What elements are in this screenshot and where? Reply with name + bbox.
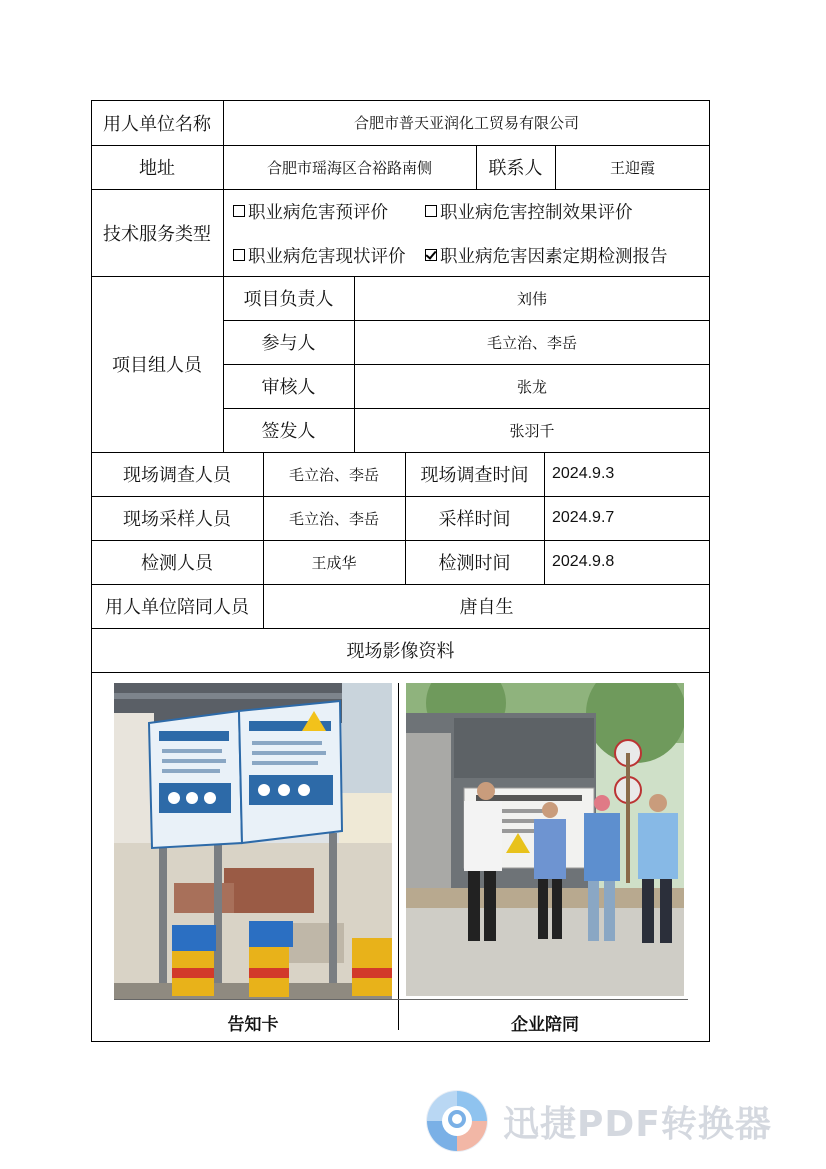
survey-time-value: 2024.9.3 [552, 465, 615, 482]
service-option-pre-evaluation[interactable]: 职业病危害预评价 [233, 199, 388, 223]
team-role: 参与人 [261, 333, 316, 354]
accompany-value: 唐自生 [459, 597, 514, 618]
service-option-status-evaluation[interactable]: 职业病危害现状评价 [233, 243, 406, 267]
service-option-control-effect[interactable]: 职业病危害控制效果评价 [425, 199, 633, 223]
company-accompany-photo [406, 683, 684, 996]
photo-caption-notice-card: 告知卡 [227, 1014, 279, 1035]
sampling-staff-value: 毛立治、李岳 [288, 509, 379, 528]
photo-caption-company-accompany: 企业陪同 [511, 1014, 579, 1035]
checkbox-icon[interactable] [233, 249, 245, 261]
photo-baseline [114, 999, 688, 1000]
photos-section-title: 现场影像资料 [346, 641, 455, 662]
watermark-text: 迅捷PDF转换器 [503, 1103, 772, 1145]
address-label: 地址 [139, 158, 175, 179]
notice-card-photo [114, 683, 392, 999]
testing-time-value: 2024.9.8 [552, 553, 615, 570]
team-name: 张龙 [516, 377, 547, 396]
checked-checkbox-icon[interactable] [425, 249, 437, 261]
survey-staff-label: 现场调查人员 [123, 465, 231, 486]
checkbox-icon[interactable] [233, 205, 245, 217]
team-name: 刘伟 [516, 289, 547, 308]
employer-value: 合肥市普天亚润化工贸易有限公司 [353, 114, 579, 132]
team-name: 毛立治、李岳 [486, 333, 577, 352]
accompany-label: 用人单位陪同人员 [105, 597, 249, 618]
service-type-label: 技术服务类型 [103, 223, 211, 245]
contact-value: 王迎霞 [609, 158, 655, 177]
watermark [425, 1088, 815, 1154]
checkbox-icon[interactable] [425, 205, 437, 217]
sampling-staff-label: 现场采样人员 [123, 509, 231, 530]
survey-staff-value: 毛立治、李岳 [288, 465, 379, 484]
team-role: 签发人 [261, 421, 316, 442]
contact-label: 联系人 [488, 158, 543, 179]
testing-staff-label: 检测人员 [141, 553, 213, 574]
pdf-converter-logo-icon [425, 1089, 489, 1153]
sampling-time-label: 采样时间 [438, 509, 511, 530]
testing-time-label: 检测时间 [438, 553, 511, 574]
team-role: 项目负责人 [243, 289, 334, 310]
photo-divider [398, 683, 399, 1030]
team-name: 张羽千 [509, 421, 555, 440]
project-team-label: 项目组人员 [112, 355, 202, 376]
address-value: 合肥市瑶海区合裕路南侧 [266, 158, 432, 177]
service-option-periodic-testing[interactable]: 职业病危害因素定期检测报告 [425, 243, 668, 267]
sampling-time-value: 2024.9.7 [552, 509, 615, 526]
team-role: 审核人 [261, 377, 316, 398]
employer-label: 用人单位名称 [103, 113, 211, 135]
survey-time-label: 现场调查时间 [420, 465, 529, 486]
testing-staff-value: 王成华 [311, 553, 357, 572]
